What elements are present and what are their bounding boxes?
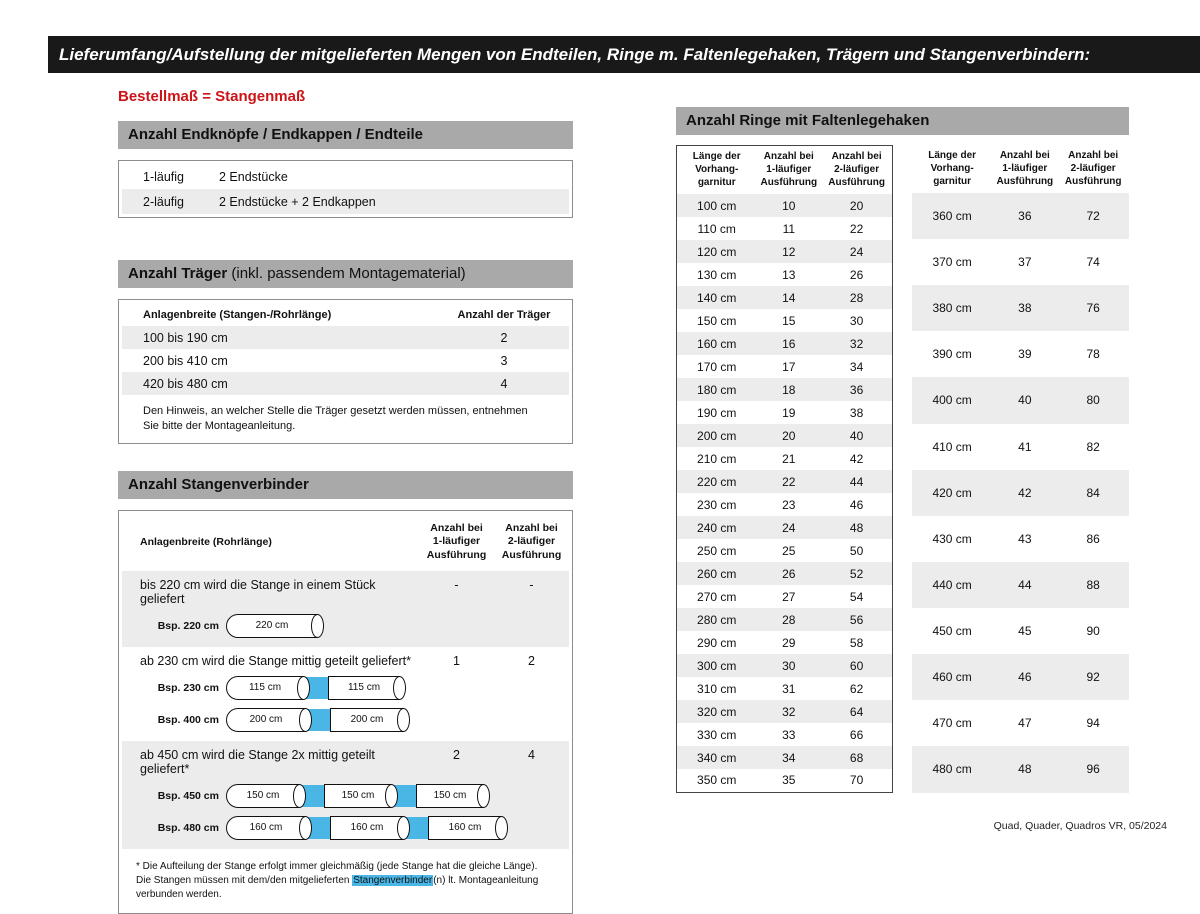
table-cell: 27 xyxy=(782,589,796,604)
table-cell: 230 cm xyxy=(697,497,737,512)
column-header: Anzahl bei 1-läufiger Ausführung xyxy=(996,150,1054,187)
table-cell: 30 xyxy=(849,313,864,328)
table-row xyxy=(677,539,893,562)
table-cell: 220 cm xyxy=(697,474,737,489)
table-cell: 70 xyxy=(849,773,864,788)
table-cell: 17 xyxy=(782,359,796,374)
value-2-laeufig: - xyxy=(529,577,534,592)
rod-segment: 220 cm xyxy=(226,614,318,638)
table-cell: 440 cm xyxy=(932,577,972,592)
rod-diagram xyxy=(226,816,508,840)
table-row xyxy=(677,585,893,608)
section-header-endteile-label: Anzahl Endknöpfe / Endkappen / Endteile xyxy=(128,126,424,143)
table-cell: 24 xyxy=(782,520,796,535)
table-cell: 11 xyxy=(782,221,796,236)
table-cell: 34 xyxy=(782,750,796,765)
table-cell: 140 cm xyxy=(697,290,737,305)
table-cell: 190 cm xyxy=(697,405,737,420)
table-row xyxy=(677,332,893,355)
table-cell: 20 xyxy=(782,428,796,443)
section-header-traeger xyxy=(118,260,573,288)
table-cell: 18 xyxy=(782,382,796,397)
table-row xyxy=(122,578,569,606)
table-cell: 130 cm xyxy=(697,267,737,282)
table-cell: 400 cm xyxy=(932,393,972,408)
table-cell: 210 cm xyxy=(697,451,737,466)
rod-segment: 200 cm xyxy=(226,708,306,732)
table-cell: 100 cm xyxy=(697,198,737,213)
table-row xyxy=(912,562,1129,608)
column-header: Anzahl bei 2-läufiger Ausführung xyxy=(1064,150,1122,187)
table-cell: 360 cm xyxy=(932,209,972,224)
rod-end-ellipse xyxy=(477,784,490,808)
table-cell: 350 cm xyxy=(697,773,737,788)
table-cell: 90 xyxy=(1086,624,1100,639)
table-cell: 38 xyxy=(849,405,864,420)
rod-segment: 150 cm xyxy=(324,784,392,808)
section-header-verbinder-label: Anzahl Stangenverbinder xyxy=(128,475,309,493)
table-row xyxy=(122,189,569,214)
table-cell: 200 bis 410 cm xyxy=(143,353,228,368)
value-2-laeufig: 2 xyxy=(528,653,535,668)
table-cell: 250 cm xyxy=(697,543,737,558)
table-cell: 450 cm xyxy=(932,624,972,639)
table-cell: 36 xyxy=(1018,209,1032,224)
rod-example-label: Bsp. 450 cm xyxy=(157,789,219,802)
table-cell: 66 xyxy=(849,727,864,742)
table-row xyxy=(677,746,893,769)
table-cell: 92 xyxy=(1086,670,1100,685)
table-row xyxy=(677,493,893,516)
table-cell: 26 xyxy=(782,566,796,581)
table-cell: 32 xyxy=(782,704,796,719)
table-cell: 19 xyxy=(782,405,796,420)
table-cell: 420 cm xyxy=(932,485,972,500)
verbinder-table xyxy=(118,510,573,914)
table-row xyxy=(677,677,893,700)
rod-segment: 160 cm xyxy=(428,816,502,840)
table-cell: 96 xyxy=(1086,762,1100,777)
table-row xyxy=(122,164,569,189)
table-cell: 380 cm xyxy=(932,301,972,316)
table-cell: 330 cm xyxy=(697,727,737,742)
table-cell: 22 xyxy=(782,474,796,489)
section-header-endteile xyxy=(118,121,573,149)
table-cell: 30 xyxy=(782,658,796,673)
table-row xyxy=(122,326,569,349)
table-cell: 34 xyxy=(849,359,864,374)
table-cell: 43 xyxy=(1018,531,1032,546)
rod-end-ellipse xyxy=(393,676,406,700)
rod-diagram xyxy=(226,676,406,700)
table-cell: 12 xyxy=(782,244,796,259)
column-header: Anzahl bei 2-läufiger Ausführung xyxy=(828,151,885,188)
rod-diagram xyxy=(226,784,490,808)
table-cell: 290 cm xyxy=(697,635,737,650)
rod-example-label: Bsp. 230 cm xyxy=(157,681,219,694)
column-header: Anlagenbreite (Rohrlänge) xyxy=(140,536,272,549)
rod-diagram xyxy=(226,708,410,732)
section-header-ringe-label: Anzahl Ringe mit Faltenlegehaken xyxy=(686,112,930,129)
table-row xyxy=(122,654,569,668)
rod-example-label: Bsp. 400 cm xyxy=(157,713,219,726)
table-cell: 26 xyxy=(849,267,864,282)
rod-end-ellipse xyxy=(297,676,310,700)
table-cell: 24 xyxy=(849,244,864,259)
table-cell: 410 cm xyxy=(932,439,972,454)
table-row xyxy=(677,516,893,539)
table-cell: 300 cm xyxy=(697,658,737,673)
verbinder-block-ab-450 xyxy=(122,741,569,849)
footnote-highlight: Stangenverbinder xyxy=(353,874,433,886)
table-cell: 44 xyxy=(1018,577,1032,592)
table-row xyxy=(677,286,893,309)
table-row xyxy=(912,377,1129,423)
column-header: Anzahl bei 1-läufiger Ausführung xyxy=(426,521,487,561)
footnote-text: * Die Aufteilung der Stange erfolgt immer gleichmäßig (jede Stange hat die gleiche Länge). Die Stangen müssen mit dem/den mitgelieferten xyxy=(136,860,538,886)
column-header: Länge der Vorhang- garnitur xyxy=(928,150,977,187)
table-row xyxy=(912,193,1129,239)
table-cell: 78 xyxy=(1086,347,1100,362)
rings-table-2 xyxy=(912,145,1129,793)
right-column xyxy=(676,107,1129,793)
table-cell: 84 xyxy=(1086,485,1100,500)
table-cell: 390 cm xyxy=(932,347,972,362)
table-row xyxy=(912,239,1129,285)
left-column xyxy=(118,88,573,914)
column-header: Länge der Vorhang- garnitur xyxy=(692,151,741,188)
table-cell: 16 xyxy=(782,336,796,351)
table-row xyxy=(912,470,1129,516)
table-cell: 2-läufig xyxy=(143,194,184,209)
table-row xyxy=(677,309,893,332)
table-row xyxy=(122,372,569,395)
order-measure-note: Bestellmaß = Stangenmaß xyxy=(118,88,306,105)
block-description: bis 220 cm wird die Stange in einem Stück geliefert xyxy=(140,577,376,606)
table-cell: 260 cm xyxy=(697,566,737,581)
table-row xyxy=(677,401,893,424)
document-footer: Quad, Quader, Quadros VR, 05/2024 xyxy=(993,820,1167,832)
table-cell: 86 xyxy=(1086,531,1100,546)
table-cell: 36 xyxy=(849,382,864,397)
table-cell: 20 xyxy=(849,198,864,213)
section-header-verbinder xyxy=(118,471,573,499)
table-row xyxy=(122,349,569,372)
table-cell: 480 cm xyxy=(932,762,972,777)
rod-end-ellipse xyxy=(293,784,306,808)
table-cell: 74 xyxy=(1086,255,1100,270)
table-cell: 33 xyxy=(782,727,796,742)
table-cell: 42 xyxy=(1018,485,1032,500)
table-cell: 25 xyxy=(782,543,796,558)
rod-end-ellipse xyxy=(299,708,312,732)
rod-end-ellipse xyxy=(397,708,410,732)
table-cell: 110 cm xyxy=(697,221,736,236)
value-1-laeufig: 2 xyxy=(453,747,460,762)
table-cell: 46 xyxy=(849,497,864,512)
rod-end-ellipse xyxy=(311,614,324,638)
verbinder-block-ab-230 xyxy=(122,647,569,741)
table-cell: 160 cm xyxy=(697,336,737,351)
section-header-ringe xyxy=(676,107,1129,135)
table-cell: 68 xyxy=(849,750,864,765)
endteile-table xyxy=(118,160,573,218)
rod-segment: 160 cm xyxy=(226,816,306,840)
table-cell: 28 xyxy=(849,290,864,305)
table-cell: 50 xyxy=(849,543,864,558)
table-cell: 180 cm xyxy=(697,382,737,397)
table-cell: 37 xyxy=(1018,255,1032,270)
table-cell: 48 xyxy=(1018,762,1032,777)
table-cell: 3 xyxy=(500,353,508,368)
table-cell: 80 xyxy=(1086,393,1100,408)
rod-example xyxy=(122,816,569,840)
table-cell: 470 cm xyxy=(932,716,972,731)
rod-segment: 160 cm xyxy=(330,816,404,840)
verbinder-footnote xyxy=(122,849,569,910)
rod-example xyxy=(122,676,569,700)
rod-end-ellipse xyxy=(495,816,508,840)
table-row xyxy=(677,447,893,470)
rings-tables xyxy=(676,145,1129,793)
table-cell: 40 xyxy=(849,428,864,443)
table-cell: 430 cm xyxy=(932,531,972,546)
column-header: Anzahl bei 1-läufiger Ausführung xyxy=(760,151,818,188)
table-cell: 40 xyxy=(1018,393,1032,408)
rod-end-ellipse xyxy=(385,784,398,808)
table-cell: 58 xyxy=(849,635,864,650)
table-header-row xyxy=(122,303,569,326)
rod-example-label: Bsp. 220 cm xyxy=(157,619,219,632)
value-1-laeufig: 1 xyxy=(453,653,460,668)
table-cell: 4 xyxy=(500,376,508,391)
table-row xyxy=(677,424,893,447)
traeger-note: Den Hinweis, an welcher Stelle die Träger gesetzt werden müssen, entnehmen Sie bitte der Montageanleitung. xyxy=(143,405,528,432)
table-row xyxy=(677,700,893,723)
table-cell: 41 xyxy=(1018,439,1032,454)
table-cell: 31 xyxy=(782,681,796,696)
table-row xyxy=(677,263,893,286)
table-cell: 56 xyxy=(849,612,864,627)
table-cell: 45 xyxy=(1018,624,1032,639)
table-cell: 270 cm xyxy=(697,589,737,604)
table-cell: 64 xyxy=(849,704,864,719)
table-cell: 1-läufig xyxy=(143,169,184,184)
value-2-laeufig: 4 xyxy=(528,747,535,762)
rod-segment: 150 cm xyxy=(416,784,484,808)
table-row xyxy=(677,723,893,746)
table-row xyxy=(677,562,893,585)
table-cell: 42 xyxy=(849,451,864,466)
table-cell: 340 cm xyxy=(697,750,737,765)
table-cell: 38 xyxy=(1018,301,1032,316)
table-row xyxy=(677,378,893,401)
table-cell: 460 cm xyxy=(932,670,972,685)
table-row xyxy=(677,608,893,631)
table-cell: 150 cm xyxy=(697,313,737,328)
table-header-row xyxy=(677,146,893,195)
table-row xyxy=(912,516,1129,562)
rod-example xyxy=(122,784,569,808)
table-cell: 170 cm xyxy=(697,359,737,374)
table-cell: 28 xyxy=(782,612,796,627)
column-header: Anlagenbreite (Stangen-/Rohrlänge) xyxy=(143,309,332,321)
rod-end-ellipse xyxy=(299,816,312,840)
table-cell: 280 cm xyxy=(697,612,737,627)
table-cell: 32 xyxy=(849,336,864,351)
table-header-row xyxy=(122,514,569,571)
table-cell: 35 xyxy=(782,773,796,788)
traeger-table xyxy=(118,299,573,444)
table-cell: 62 xyxy=(849,681,864,696)
table-cell: 54 xyxy=(849,589,864,604)
rod-segment: 150 cm xyxy=(226,784,300,808)
table-row xyxy=(677,470,893,493)
table-row xyxy=(912,654,1129,700)
table-row xyxy=(677,217,893,240)
rings-table-1 xyxy=(676,145,893,793)
table-cell: 48 xyxy=(849,520,864,535)
table-cell: 14 xyxy=(782,290,796,305)
table-cell: 44 xyxy=(849,474,864,489)
block-description: ab 230 cm wird die Stange mittig geteilt geliefert* xyxy=(140,653,411,668)
table-row xyxy=(912,746,1129,792)
table-cell: 23 xyxy=(782,497,796,512)
rod-example xyxy=(122,708,569,732)
table-row xyxy=(912,700,1129,746)
table-cell: 420 bis 480 cm xyxy=(143,376,228,391)
table-cell: 52 xyxy=(849,566,864,581)
table-cell: 94 xyxy=(1086,716,1100,731)
section-header-traeger-label: Anzahl Träger xyxy=(128,265,228,282)
table-row xyxy=(912,331,1129,377)
table-cell: 2 Endstücke + 2 Endkappen xyxy=(219,194,376,209)
table-cell: 370 cm xyxy=(932,255,972,270)
table-cell: 100 bis 190 cm xyxy=(143,330,228,345)
rod-end-ellipse xyxy=(397,816,410,840)
table-cell: 82 xyxy=(1086,439,1100,454)
table-cell: 22 xyxy=(849,221,864,236)
table-row xyxy=(912,608,1129,654)
table-cell: 200 cm xyxy=(697,428,737,443)
page-title: Lieferumfang/Aufstellung der mitgelieferten Mengen von Endteilen, Ringe m. Faltenlegehaken, Trägern und Stangenverbindern: xyxy=(59,45,1091,64)
table-cell: 2 Endstücke xyxy=(219,169,288,184)
table-row xyxy=(677,654,893,677)
rod-segment: 115 cm xyxy=(328,676,400,700)
table-cell: 15 xyxy=(782,313,796,328)
verbinder-block-bis-220 xyxy=(122,571,569,647)
table-cell: 46 xyxy=(1018,670,1032,685)
section-header-traeger-sublabel: (inkl. passendem Montagematerial) xyxy=(227,265,466,282)
column-header: Anzahl bei 2-läufiger Ausführung xyxy=(501,521,562,561)
table-row xyxy=(677,194,893,217)
rod-example-label: Bsp. 480 cm xyxy=(157,821,219,834)
table-cell: 72 xyxy=(1086,209,1100,224)
table-cell: 310 cm xyxy=(697,681,737,696)
table-cell: 120 cm xyxy=(697,244,737,259)
footnote-text: (n) lt. Montageanleitung verbunden werden. xyxy=(136,874,539,900)
page-title-bar xyxy=(48,36,1200,73)
block-description: ab 450 cm wird die Stange 2x mittig geteilt geliefert* xyxy=(140,747,375,776)
table-cell: 240 cm xyxy=(697,520,737,535)
table-row xyxy=(912,424,1129,470)
rod-segment: 115 cm xyxy=(226,676,304,700)
table-cell: 60 xyxy=(849,658,864,673)
table-cell: 76 xyxy=(1086,301,1100,316)
table-cell: 10 xyxy=(782,198,796,213)
table-row xyxy=(677,631,893,654)
table-cell: 47 xyxy=(1018,716,1032,731)
table-row xyxy=(677,355,893,378)
table-cell: 2 xyxy=(500,330,508,345)
rod-example xyxy=(122,614,569,638)
table-cell: 13 xyxy=(782,267,796,282)
table-row xyxy=(912,285,1129,331)
table-cell: 88 xyxy=(1086,577,1100,592)
table-cell: 21 xyxy=(782,451,796,466)
column-header: Anzahl der Träger xyxy=(457,309,551,321)
rod-segment: 200 cm xyxy=(330,708,404,732)
table-cell: 39 xyxy=(1018,347,1032,362)
value-1-laeufig: - xyxy=(454,577,459,592)
table-row xyxy=(677,240,893,263)
table-header-row xyxy=(912,145,1129,193)
table-cell: 29 xyxy=(782,635,796,650)
rod-diagram xyxy=(226,614,324,638)
table-row xyxy=(677,769,893,792)
table-row xyxy=(122,748,569,776)
table-cell: 320 cm xyxy=(697,704,737,719)
